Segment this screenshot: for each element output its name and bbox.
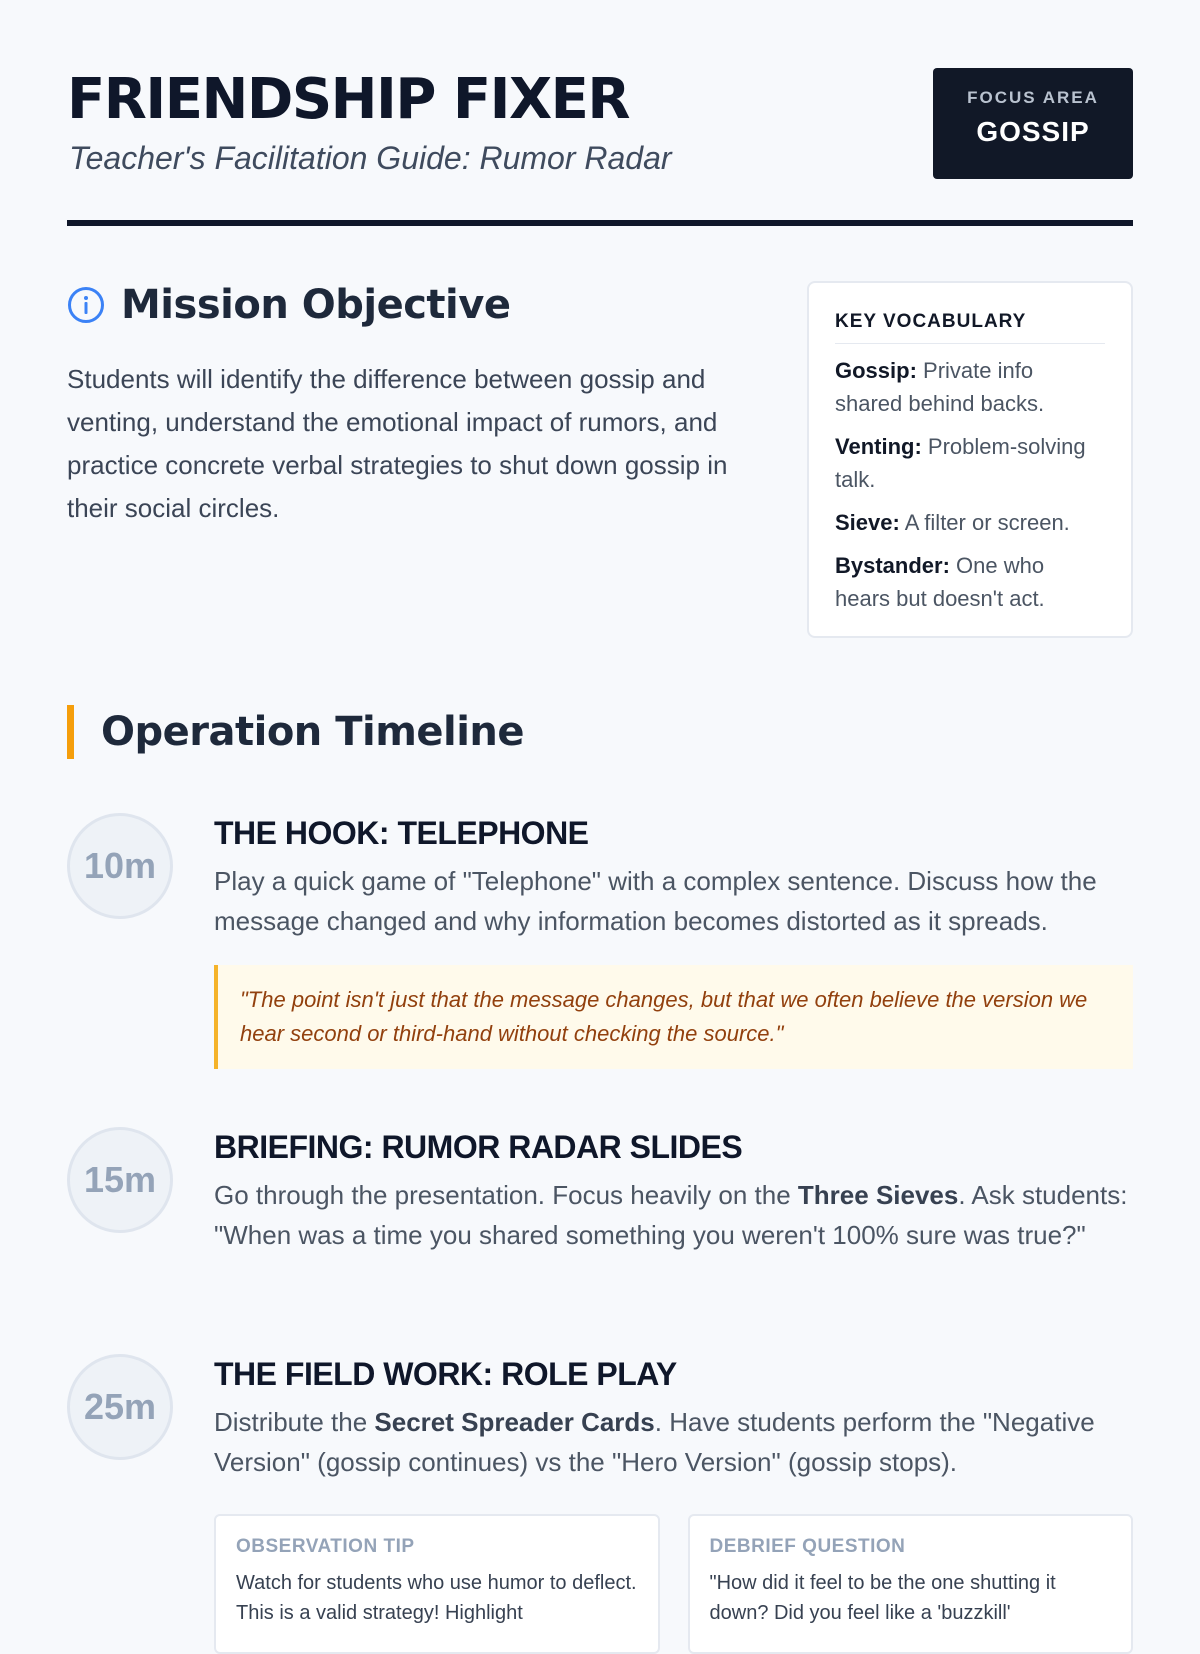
timeline-heading <box>67 705 524 759</box>
desc-text: . Ask students: "When was a time you shared something you weren't 100% sure was true?" <box>214 1180 1128 1250</box>
vocab-item <box>835 354 1105 420</box>
header-divider <box>67 220 1133 226</box>
guide-page <box>67 0 1133 1624</box>
card-text: Watch for students who use humor to deflect. This is a valid strategy! Highlight <box>236 1572 637 1624</box>
mission-title: Mission Objective <box>121 282 511 328</box>
observation-tip-card <box>214 1514 660 1654</box>
mission-section <box>67 282 767 530</box>
key-vocabulary-card <box>807 281 1133 638</box>
step-title: THE FIELD WORK: ROLE PLAY <box>214 1356 677 1392</box>
desc-text: . Have students perform the "Negative Version" (gossip continues) vs the "Hero Version" (gossip stops). <box>214 1407 1095 1477</box>
vocab-definition: Private info shared behind backs. <box>835 358 1045 416</box>
page-subtitle: Teacher's Facilitation Guide: Rumor Radar <box>69 140 672 176</box>
vocab-definition: A filter or screen. <box>904 510 1070 535</box>
step-description <box>214 1402 1133 1482</box>
step-title: THE HOOK: TELEPHONE <box>214 815 589 851</box>
vocab-term: Bystander: <box>835 553 950 578</box>
step-body <box>214 1354 1133 1654</box>
card-label: DEBRIEF QUESTION <box>709 1536 906 1557</box>
header <box>67 68 1133 228</box>
vocab-item <box>835 506 1105 539</box>
card-label: OBSERVATION TIP <box>236 1536 415 1557</box>
focus-area-value: GOSSIP <box>976 116 1090 147</box>
mission-text: Students will identify the difference between gossip and venting, understand the emotional impact of rumors, and practice concrete verbal strategies to shut down gossip in their social circles. <box>67 364 728 523</box>
debrief-question-card <box>688 1514 1134 1654</box>
facilitator-quote: "The point isn't just that the message changes, but that we often believe the version we hear second or third-hand without checking the source." <box>214 965 1133 1069</box>
step-description: Play a quick game of "Telephone" with a complex sentence. Discuss how the message changed and why information becomes distorted as it spreads. <box>214 866 1097 936</box>
focus-area-badge <box>933 68 1133 179</box>
duration-badge: 25m <box>67 1354 173 1460</box>
step-description <box>214 1175 1133 1255</box>
vocab-definition: One who hears but doesn't act. <box>835 553 1045 611</box>
vocab-item <box>835 430 1105 496</box>
mission-heading <box>67 282 767 328</box>
desc-emphasis: Secret Spreader Cards <box>374 1407 655 1437</box>
step-title: BRIEFING: RUMOR RADAR SLIDES <box>214 1129 743 1165</box>
timeline-title: Operation Timeline <box>101 709 525 755</box>
step-body <box>214 1127 1133 1255</box>
desc-text: Distribute the <box>214 1407 375 1437</box>
vocab-term: Venting: <box>835 434 922 459</box>
tip-cards <box>214 1514 1133 1654</box>
info-icon <box>67 286 105 324</box>
card-text: "How did it feel to be the one shutting it down? Did you feel like a 'buzzkill' <box>709 1572 1056 1624</box>
vocab-term: Gossip: <box>835 358 917 383</box>
desc-text: Go through the presentation. Focus heavily on the <box>214 1180 798 1210</box>
duration-badge: 15m <box>67 1127 173 1233</box>
vocab-item <box>835 549 1105 615</box>
duration-badge: 10m <box>67 813 173 919</box>
vocab-definition: Problem-solving talk. <box>835 434 1086 492</box>
vocab-title: KEY VOCABULARY <box>835 311 1105 344</box>
vocab-term: Sieve: <box>835 510 900 535</box>
page-title: FRIENDSHIP FIXER <box>67 67 630 132</box>
timeline-accent-bar <box>67 705 74 759</box>
step-body <box>214 813 1133 1069</box>
desc-emphasis: Three Sieves <box>797 1180 959 1210</box>
focus-area-label: FOCUS AREA <box>967 88 1099 107</box>
